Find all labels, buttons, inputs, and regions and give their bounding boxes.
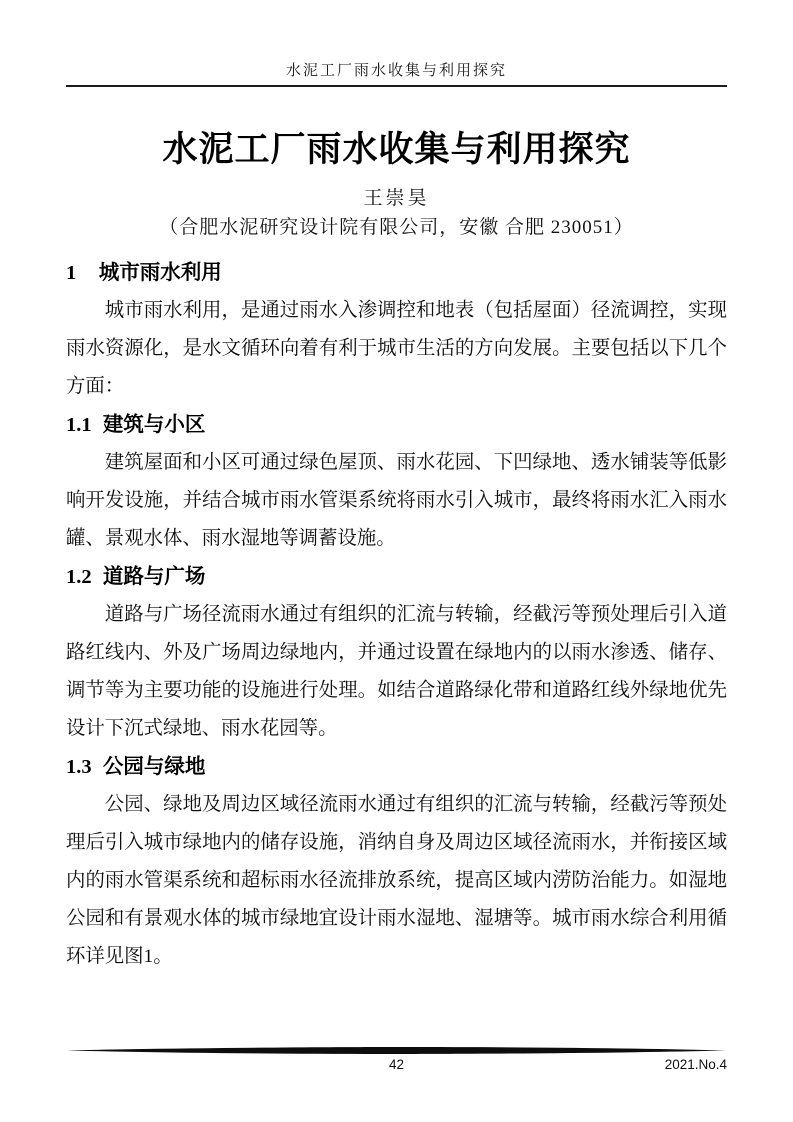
header-rule — [66, 85, 727, 87]
section-heading-1-1 — [66, 406, 727, 444]
section-title: 城市雨水利用 — [98, 261, 222, 284]
section-number: 1.2 — [66, 566, 92, 588]
author-affiliation: （合肥水泥研究设计院有限公司，安徽 合肥 230051） — [159, 217, 634, 238]
footer-rule — [66, 1046, 727, 1055]
paragraph: 城市雨水利用，是通过雨水入渗调控和地表（包括屋面）径流调控，实现雨水资源化，是水文循环向着有利于城市生活的方向发展。主要包括以下几个方面： — [66, 300, 727, 397]
page-title: 水泥工厂雨水收集与利用探究 — [162, 130, 631, 169]
section-heading-1-2 — [66, 558, 727, 596]
section-number: 1 — [66, 262, 77, 284]
section-number: 1.1 — [66, 414, 92, 436]
running-head — [66, 0, 727, 81]
article-body — [66, 254, 727, 976]
paragraph: 道路与广场径流雨水通过有组织的汇流与转输，经截污等预处理后引入道路红线内、外及广场周边绿地内，并通过设置在绿地内的以雨水渗透、储存、调节等为主要功能的设施进行处理。如结合道路绿化带和道路红线外绿地优先设计下沉式绿地、雨水花园等。 — [66, 604, 727, 739]
issue-label: 2021.No.4 — [664, 1057, 727, 1072]
paragraph: 建筑屋面和小区可通过绿色屋顶、雨水花园、下凹绿地、透水铺装等低影响开发设施，并结合城市雨水管渠系统将雨水引入城市，最终将雨水汇入雨水罐、景观水体、雨水湿地等调蓄设施。 — [66, 452, 727, 549]
section-heading-1 — [66, 254, 727, 292]
page-number: 42 — [388, 1057, 405, 1072]
section-heading-1-3 — [66, 748, 727, 786]
page-footer — [66, 1046, 727, 1122]
footer-row — [66, 1057, 727, 1077]
section-title: 道路与广场 — [102, 565, 206, 588]
section-number: 1.3 — [66, 756, 92, 778]
section-title: 建筑与小区 — [102, 413, 206, 436]
section-title: 公园与绿地 — [102, 755, 206, 778]
paragraph: 公园、绿地及周边区域径流雨水通过有组织的汇流与转输，经截污等预处理后引入城市绿地内的储存设施，消纳自身及周边区域径流雨水，并衔接区域内的雨水管渠系统和超标雨水径流排放系统，提高区域内涝防治能力。如湿地公园和有景观水体的城市绿地宜设计雨水湿地、湿塘等。城市雨水综合利用循环详见图1。 — [66, 794, 727, 967]
author-name: 王崇昊 — [363, 188, 430, 209]
running-head-text: 水泥工厂雨水收集与利用探究 — [285, 63, 507, 79]
